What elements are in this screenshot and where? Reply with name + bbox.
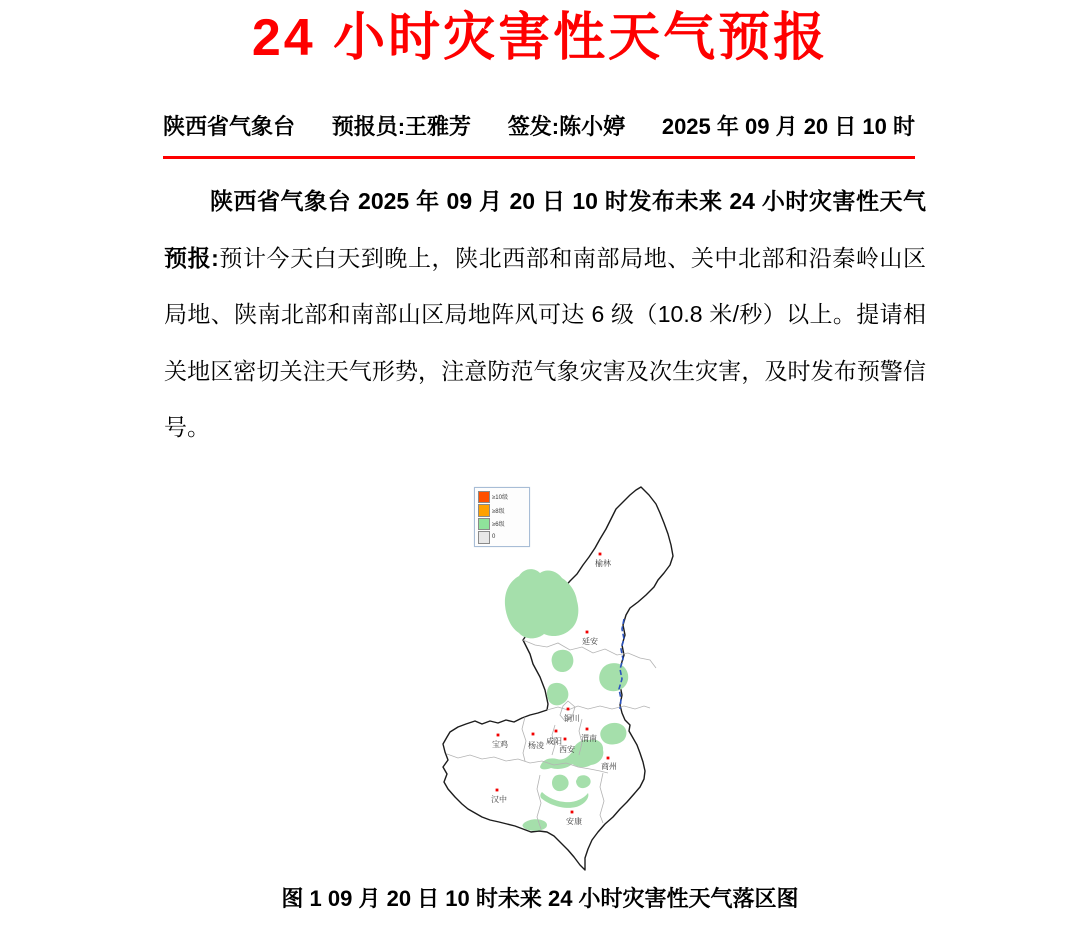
forecaster-name: 预报员:王雅芳: [331, 114, 472, 139]
city-label: 商州: [601, 762, 617, 771]
gust-area-yanan-west: [552, 650, 574, 672]
city-dot: [586, 631, 589, 634]
issue-datetime: 2025 年 09 月 20 日 10 时: [661, 114, 915, 139]
legend-label: 0: [492, 534, 496, 541]
city-dot: [567, 708, 570, 711]
city-dot: [571, 811, 574, 814]
gust-area-huanglong: [599, 663, 628, 691]
legend-swatch: [478, 504, 490, 517]
city-dot: [564, 738, 567, 741]
legend-label: ≥6级: [492, 522, 505, 529]
city-dot: [586, 728, 589, 731]
legend-item: [478, 517, 529, 531]
legend-swatch: [478, 491, 490, 504]
city-label: 杨凌: [528, 741, 544, 750]
figure-caption: 图 1 09 月 20 日 10 时未来 24 小时灾害性天气落区图: [281, 886, 799, 911]
page-title: 24 小时灾害性天气预报: [251, 9, 829, 67]
forecast-lead: 陕西省气象台 2025 年 09 月 20 日 10 时发布未来 24 小时灾害性天气预报:: [164, 188, 926, 271]
forecast-body-text: 预计今天白天到晚上，陕北西部和南部局地、关中北部和沿秦岭山区局地、陕南北部和南部山区局地阵风可达 6 级（10.8 米/秒）以上。提请相关地区密切关注天气形势，注意防范气象灾害及次生灾害，及时发布预警信号。: [164, 244, 926, 440]
city-dot: [496, 789, 499, 792]
legend-item: [478, 531, 529, 545]
city-label: 西安: [559, 745, 575, 754]
city-dot: [532, 733, 535, 736]
legend-label: ≥8级: [492, 508, 505, 515]
legend-item: [478, 504, 529, 518]
city-dot: [555, 730, 558, 733]
city-label: 渭南: [581, 734, 597, 743]
map-legend-items: [478, 490, 529, 544]
agency-name: 陕西省气象台: [163, 114, 296, 139]
city-label: 安康: [566, 817, 582, 826]
legend-swatch: [478, 518, 490, 531]
city-dot: [607, 757, 610, 760]
city-label: 铜川: [564, 714, 580, 723]
issuer-name: 签发:陈小婷: [507, 114, 626, 139]
issue-info-bar: [163, 110, 915, 159]
forecast-paragraph: [164, 173, 926, 456]
city-label: 延安: [582, 637, 598, 646]
gust-area-northwest: [505, 569, 578, 638]
legend-swatch: [478, 531, 490, 544]
legend-item: [478, 490, 529, 504]
city-label: 汉中: [491, 795, 507, 804]
map-legend: [474, 487, 530, 547]
city-label: 咸阳: [546, 737, 562, 746]
legend-label: ≥10级: [492, 495, 508, 502]
city-dot: [599, 553, 602, 556]
city-label: 宝鸡: [492, 740, 508, 749]
weather-map: [430, 477, 770, 877]
city-label: 榆林: [595, 559, 611, 568]
city-dot: [497, 734, 500, 737]
